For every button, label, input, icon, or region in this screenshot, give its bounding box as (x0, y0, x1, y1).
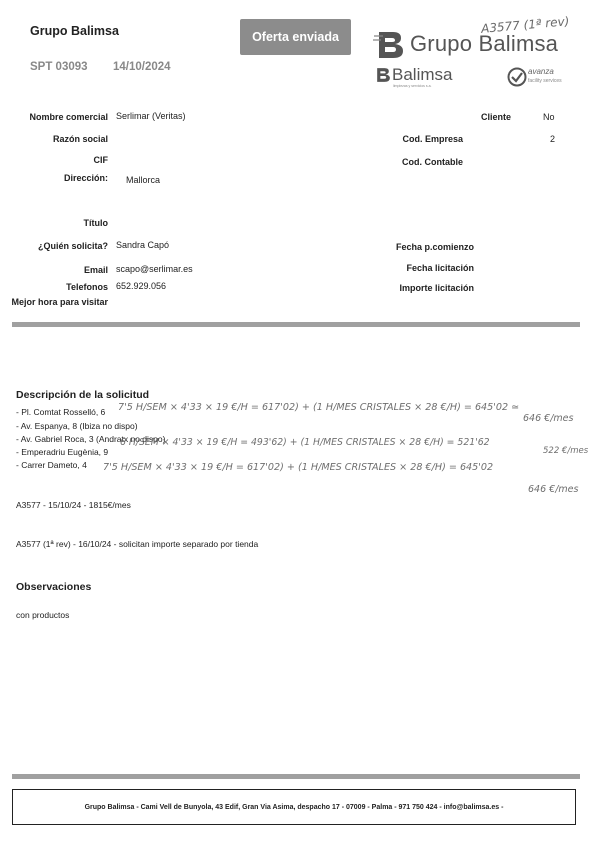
value-quien-solicita: Sandra Capó (116, 240, 170, 250)
footer-text: Grupo Balimsa - Cami Vell de Bunyola, 43 Edif, Gran Via Asima, despacho 17 - 07009 - Palma - 971 750 424 - info@balimsa.es - (84, 803, 504, 811)
value-email[interactable]: scapo@serlimar.es (116, 264, 193, 274)
handwritten-calculation: 7'5 H/SEM × 4'33 × 19 €/H = 617'02) + (1 H/MES CRISTALES × 28 €/H) = 645'02 ≃ (118, 402, 520, 413)
company-name: Grupo Balimsa (30, 24, 119, 38)
handwritten-annotation: A3577 (1ª rev) (480, 14, 570, 36)
list-item: - Carrer Dameto, 4 (16, 460, 87, 470)
label-fecha-comienzo: Fecha p.comienzo (395, 242, 474, 252)
list-item: - Av. Gabriel Roca, 3 (Andratx no dispo) (16, 434, 166, 444)
label-email: Email (83, 265, 108, 275)
value-cliente: No (543, 112, 555, 122)
handwritten-calculation: 6 H/SEM × 4'33 × 19 €/H = 493'62) + (1 H/MES CRISTALES × 28 €/H) = 521'62 (120, 437, 490, 448)
handwritten-total: 522 €/mes (543, 446, 589, 456)
value-direccion: Mallorca (126, 175, 161, 185)
list-item: - Av. Espanya, 8 (Ibiza no dispo) (16, 421, 138, 431)
value-cod-empresa: 2 (550, 134, 556, 144)
observations-title: Observaciones (16, 581, 92, 593)
balimsa-wordmark: Balimsa (392, 65, 453, 84)
handwritten-calculation: 7'5 H/SEM × 4'33 × 19 €/H = 617'02) + (1 H/MES CRISTALES × 28 €/H) = 645'02 (103, 462, 494, 473)
label-mejor-hora: Mejor hora para visitar (11, 297, 108, 307)
note-line: A3577 (1ª rev) - 16/10/24 - solicitan importe separado por tienda (16, 539, 259, 549)
label-fecha-licitacion: Fecha licitación (406, 263, 474, 273)
footer (12, 789, 576, 825)
label-cod-empresa: Cod. Empresa (402, 134, 463, 144)
list-item: - Pl. Comtat Rosselló, 6 (16, 407, 106, 417)
label-direccion: Dirección: (63, 173, 108, 183)
note-line: A3577 - 15/10/24 - 1815€/mes (16, 500, 131, 510)
handwritten-total: 646 €/mes (528, 484, 579, 495)
avanza-wordmark: avanza (528, 67, 554, 76)
request-date: 14/10/2024 (113, 61, 171, 73)
avanza-logo-icon (507, 67, 527, 87)
balimsa-small-logo-icon (374, 66, 392, 84)
value-nombre-comercial: Serlimar (Veritas) (116, 111, 186, 121)
label-razon-social: Razón social (52, 134, 108, 144)
description-title: Descripción de la solicitud (16, 389, 150, 401)
label-cod-contable: Cod. Contable (402, 157, 463, 167)
section-divider (12, 322, 580, 327)
status-badge[interactable]: Oferta enviada (240, 19, 351, 55)
label-cif: CIF (93, 155, 108, 165)
label-quien-solicita: ¿Quién solicita? (37, 241, 108, 251)
observations-text: con productos (16, 610, 70, 620)
avanza-tagline: facility services (528, 78, 562, 84)
label-titulo: Título (83, 218, 108, 228)
handwritten-total: 646 €/mes (523, 413, 574, 424)
label-importe-licitacion: Importe licitación (399, 283, 474, 293)
balimsa-logo-icon (373, 30, 407, 60)
label-telefonos: Telefonos (66, 282, 108, 292)
list-item: - Emperadriu Eugènia, 9 (16, 447, 109, 457)
label-nombre-comercial: Nombre comercial (29, 112, 108, 122)
request-reference: SPT 03093 (30, 61, 88, 73)
value-telefonos: 652.929.056 (116, 281, 167, 291)
footer-divider (12, 774, 580, 779)
label-cliente: Cliente (480, 112, 511, 122)
balimsa-tagline: limpiezas y servicios s.a. (393, 84, 432, 88)
brand-wordmark: Grupo Balimsa (410, 31, 559, 56)
